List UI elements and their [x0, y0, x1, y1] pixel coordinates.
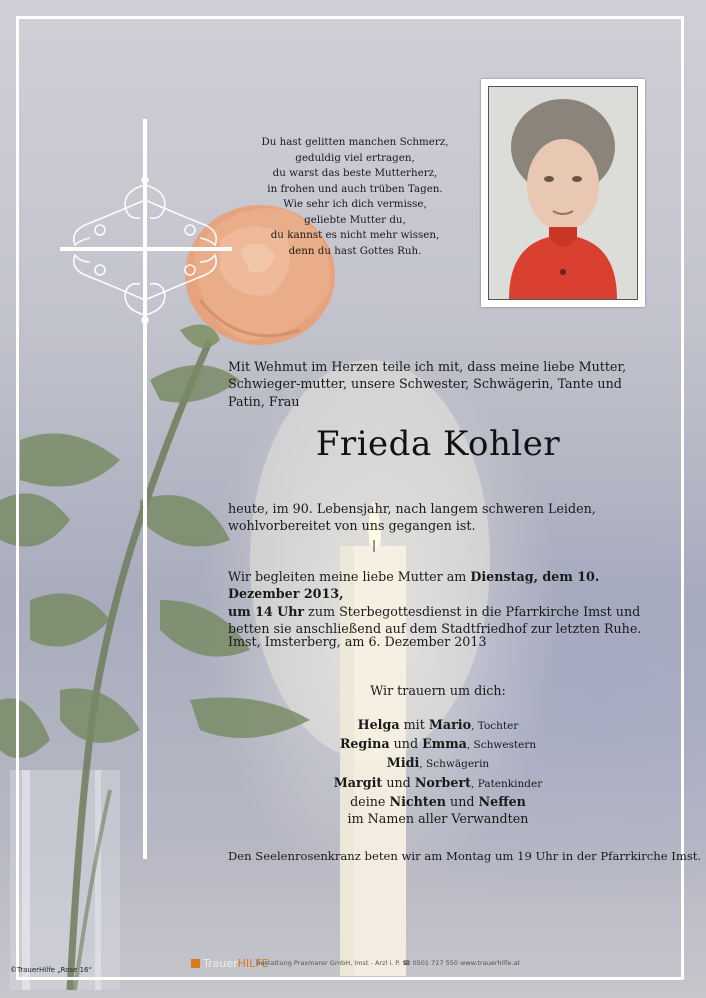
portrait-image [489, 87, 637, 299]
poem-line: du warst das beste Mutterherz, [272, 167, 438, 179]
poem-line: geliebte Mutter du, [304, 213, 406, 226]
mourner-row: Helga mit Mario, Tochter [357, 717, 519, 732]
poem-line: geduldig viel ertragen, [295, 151, 415, 164]
footer-info: Bestattung Praxmarer GmbH, Imst - Arzl i. P. ☎ 0501 717 550 www.trauerhilfe.at [256, 959, 520, 967]
service-date: Dienstag, dem 10. Dezember 2013, [228, 569, 600, 602]
service-time: um 14 Uhr [228, 603, 305, 619]
relatives-line: im Namen aller Verwandten [347, 811, 529, 827]
poem-line: in frohen und auch trüben Tagen. [267, 182, 443, 195]
service-text [228, 568, 648, 638]
place-date: Imst, Imsterberg, am 6. Dezember 2013 [228, 634, 487, 649]
death-notice-text: heute, im 90. Lebensjahr, nach langem schweren Leiden, wohlvorbereitet von uns gegangen ist. [228, 501, 596, 534]
mourners-heading: Wir trauern um dich: [370, 683, 506, 698]
rosary-notice: Den Seelenrosenkranz beten wir am Montag um 19 Uhr in der Pfarrkirche Imst. [228, 849, 702, 863]
memorial-poem [230, 135, 480, 259]
cross-horizontal-beam [60, 247, 232, 251]
intro-text: Mit Wehmut im Herzen teile ich mit, dass meine liebe Mutter, Schwieger-mutter, unsere Schwester, Schwägerin, Tante und Patin, Frau [228, 359, 627, 409]
mourner-row: Margit und Norbert, Patenkinder [333, 774, 543, 790]
poem-line: Du hast gelitten manchen Schmerz, [261, 136, 449, 148]
portrait-photo [481, 79, 645, 307]
mourner-row: Regina und Emma, Schwestern [339, 736, 537, 752]
poem-line: du kannst es nicht mehr wissen, [270, 229, 440, 241]
service-rest: zum Sterbegottesdienst in die Pfarrkirche Imst und betten sie anschließend auf dem Stadtfriedhof zur letzten Ruhe. [228, 603, 642, 637]
poem-line: Wie sehr ich dich vermisse, [283, 198, 427, 210]
mourners-list [228, 716, 648, 827]
poem-line: denn du hast Gottes Ruh. [288, 244, 422, 257]
copyright-text: ©TrauerHilfe „Rose 16“ [10, 966, 93, 974]
mourner-row: Midi, Schwägerin [386, 755, 490, 771]
deceased-name: Frieda Kohler [315, 424, 561, 464]
trauerhilfe-logo: TrauerHILFE [203, 957, 269, 970]
mourner-row: deine Nichten und Neffen [350, 793, 526, 809]
cross-vertical-beam [143, 119, 147, 859]
trauerhilfe-logo-icon [191, 959, 200, 968]
service-prefix: Wir begleiten meine liebe Mutter am [228, 569, 471, 584]
